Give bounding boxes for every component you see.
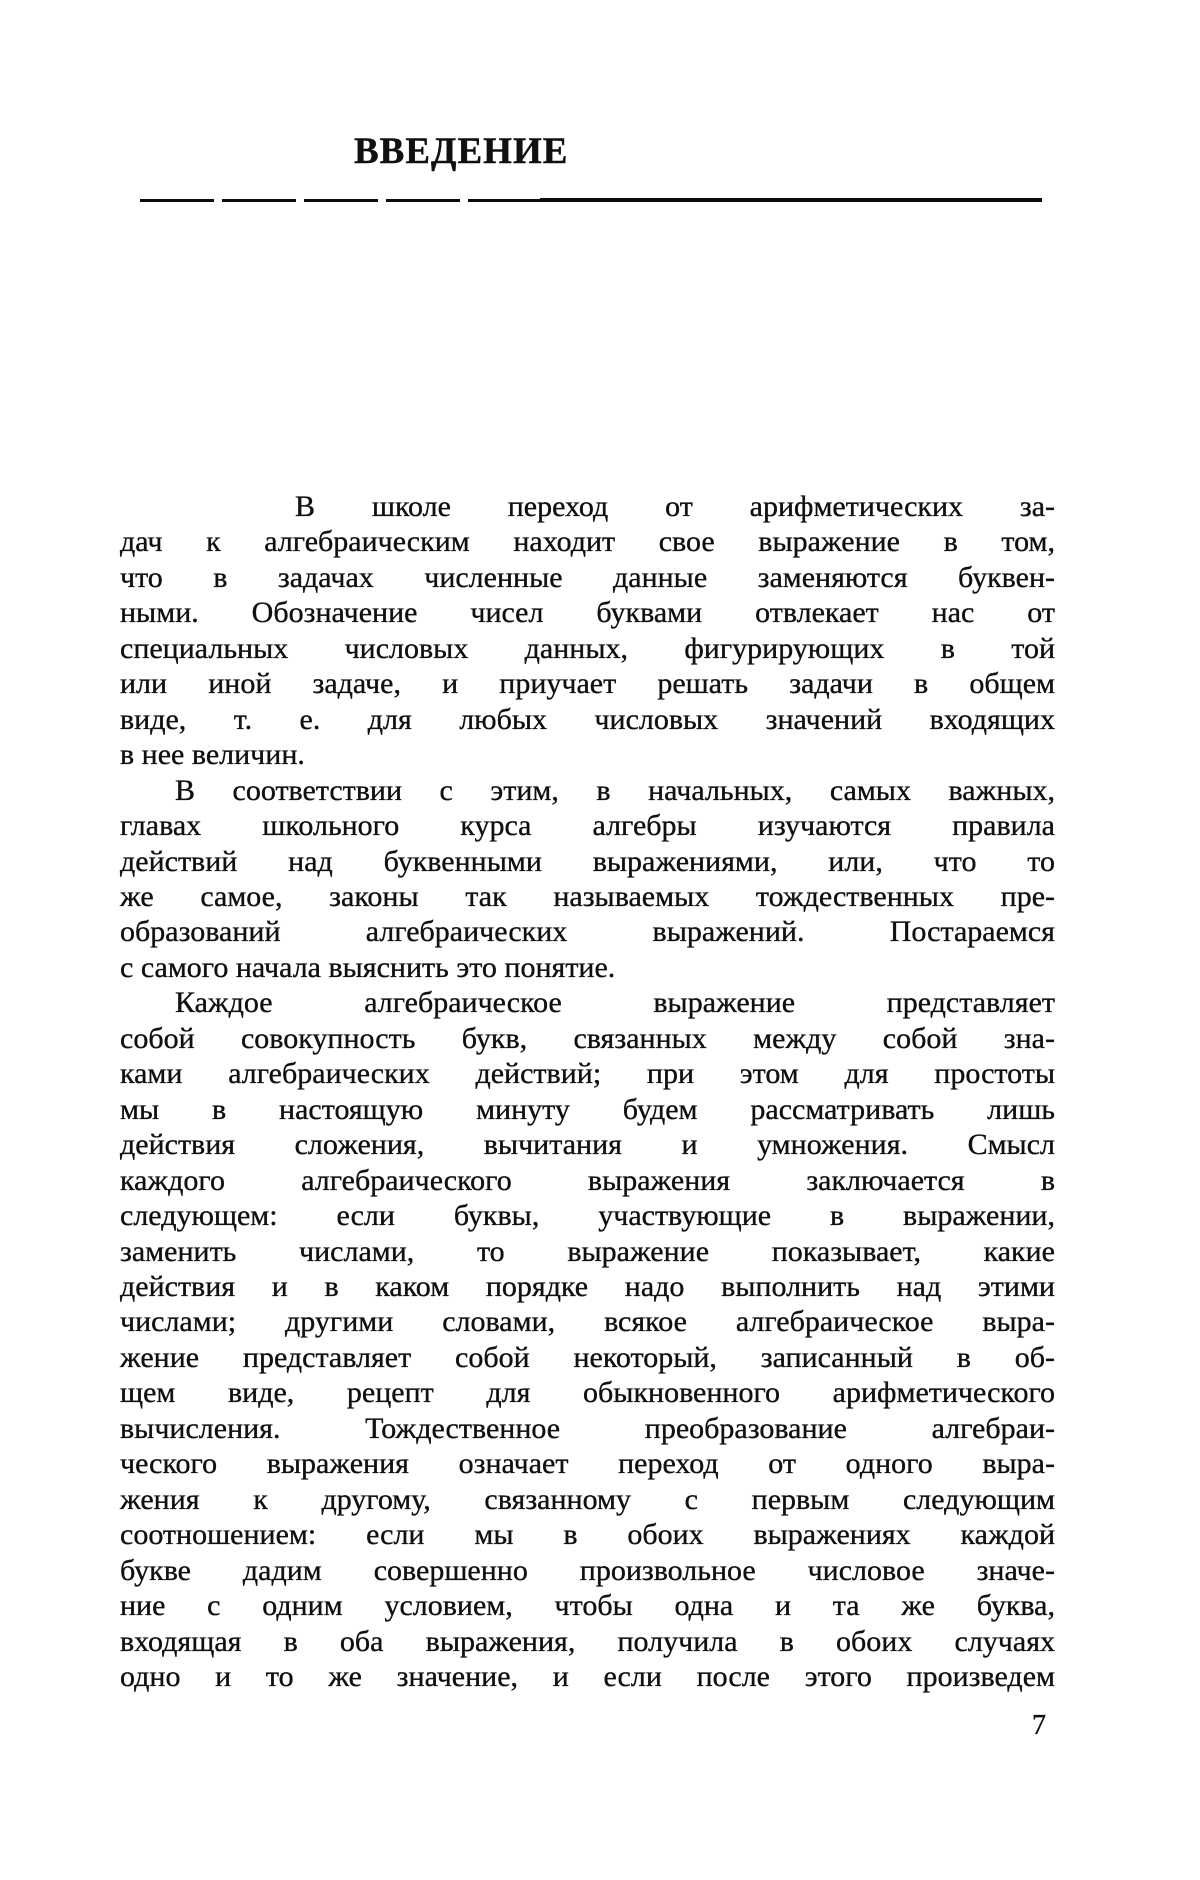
text-line: заменить числами, то выражение показывает, какие xyxy=(120,1234,1055,1268)
text-line: в нее величин. xyxy=(120,738,305,772)
text-line: что в задачах численные данные заменяются буквен- xyxy=(120,560,1055,594)
paragraph-3 xyxy=(120,985,1055,1694)
text-line: Каждое алгебраическое выражение представляет xyxy=(175,986,1055,1020)
text-line: же самое, законы так называемых тождественных пре- xyxy=(120,879,1055,913)
text-line: действия сложения, вычитания и умножения. Смысл xyxy=(120,1128,1055,1162)
text-line: виде, т. е. для любых числовых значений входящих xyxy=(120,702,1055,736)
text-line: специальных числовых данных, фигурирующих в той xyxy=(120,631,1055,665)
text-line: ными. Обозначение чисел буквами отвлекает нас от xyxy=(120,596,1055,630)
text-line: ческого выражения означает переход от одного выра- xyxy=(120,1447,1055,1481)
text-line: соотношением: если мы в обоих выражениях каждой xyxy=(120,1518,1055,1552)
text-line: действий над буквенными выражениями, или, что то xyxy=(120,844,1055,878)
title-rule-right-segment xyxy=(540,198,1042,202)
body-text xyxy=(120,489,1055,1694)
paragraph-1 xyxy=(120,489,1055,773)
text-line: В соответствии с этим, в начальных, самых важных, xyxy=(175,773,1055,807)
text-line: главах школьного курса алгебры изучаются правила xyxy=(120,809,1055,843)
text-line: В школе переход от арифметических за- xyxy=(295,490,1055,523)
text-line: числами; другими словами, всякое алгебраическое выра- xyxy=(120,1305,1055,1339)
text-line: следующем: если буквы, участвующие в выражении, xyxy=(120,1199,1055,1233)
text-line: действия и в каком порядке надо выполнить над этими xyxy=(120,1269,1055,1303)
text-line: мы в настоящую минуту будем рассматривать лишь xyxy=(120,1092,1055,1126)
text-line: щем виде, рецепт для обыкновенного арифметического xyxy=(120,1376,1055,1410)
text-line: с самого начала выяснить это понятие. xyxy=(120,950,616,984)
text-line: дач к алгебраическим находит свое выражение в том, xyxy=(120,525,1055,559)
text-line: жение представляет собой некоторый, записанный в об- xyxy=(120,1340,1055,1374)
text-line: одно и то же значение, и если после этого произведем xyxy=(120,1659,1055,1693)
page-title: ВВЕДЕНИЕ xyxy=(354,131,569,172)
text-line: вычисления. Тождественное преобразование алгебраи- xyxy=(120,1411,1055,1445)
text-line: жения к другому, связанному с первым следующим xyxy=(120,1482,1055,1516)
text-line: собой совокупность букв, связанных между собой зна- xyxy=(120,1021,1055,1055)
text-line: ние с одним условием, чтобы одна и та же буква, xyxy=(120,1589,1055,1623)
page-number: 7 xyxy=(1032,1710,1046,1741)
text-line: ками алгебраических действий; при этом для простоты xyxy=(120,1057,1055,1091)
text-line: каждого алгебраического выражения заключается в xyxy=(120,1163,1055,1197)
text-line: входящая в оба выражения, получила в обоих случаях xyxy=(120,1624,1055,1658)
text-line: или иной задаче, и приучает решать задачи в общем xyxy=(120,667,1055,701)
text-line: образований алгебраических выражений. Постараемся xyxy=(120,915,1055,949)
title-rule-left-segment xyxy=(140,199,542,202)
text-line: букве дадим совершенно произвольное числовое значе- xyxy=(120,1553,1055,1587)
paragraph-2 xyxy=(120,773,1055,986)
